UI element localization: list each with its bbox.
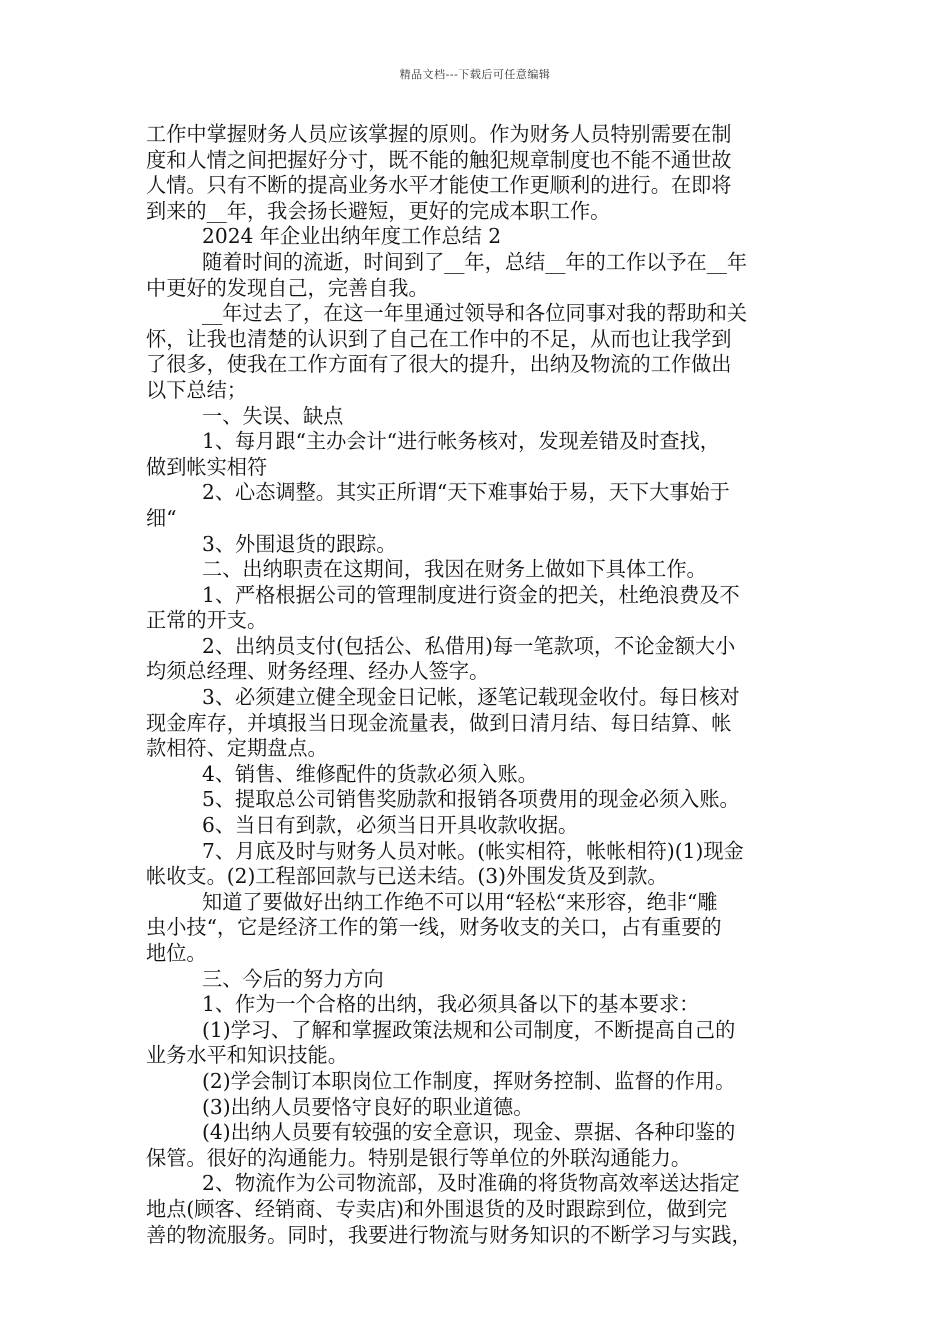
text-line: (4)出纳人员要有较强的安全意识，现金、票据、各种印鉴的 <box>202 1120 736 1145</box>
text-line: 保管。很好的沟通能力。特别是银行等单位的外联沟通能力。 <box>146 1145 692 1170</box>
text-line: 怀，让我也清楚的认识到了自己在工作中的不足，从而也让我学到 <box>146 326 732 351</box>
text-line: 随着时间的流逝，时间到了__年，总结__年的工作以予在__年 <box>202 249 748 274</box>
text-line: 三、今后的努力方向 <box>202 966 384 991</box>
text-line: 度和人情之间把握好分寸，既不能的触犯规章制度也不能不通世故 <box>146 147 732 172</box>
text-line: 做到帐实相符 <box>146 454 268 479</box>
text-line: 二、出纳职责在这期间，我因在财务上做如下具体工作。 <box>202 557 707 582</box>
text-line: 2024 年企业出纳年度工作总结 2 <box>202 224 502 249</box>
text-line: 业务水平和知识技能。 <box>146 1043 348 1068</box>
text-line: 6、当日有到款，必须当日开具收款收据。 <box>202 813 579 838</box>
text-line: 现金库存，并填报当日现金流量表，做到日清月结、每日结算、帐 <box>146 710 732 735</box>
text-line: 1、作为一个合格的出纳，我必须具备以下的基本要求： <box>202 992 700 1017</box>
text-line: 1、严格根据公司的管理制度进行资金的把关，杜绝浪费及不 <box>202 582 740 607</box>
text-line: 帐收支。(2)工程部回款与已送未结。(3)外围发货及到款。 <box>146 864 668 889</box>
text-line: 4、销售、维修配件的货款必须入账。 <box>202 761 538 786</box>
text-line: 以下总结； <box>146 377 247 402</box>
page-header: 精品文档---下载后可任意编辑 <box>399 68 551 81</box>
text-line: 款相符、定期盘点。 <box>146 736 328 761</box>
text-line: __年过去了，在这一年里通过领导和各位同事对我的帮助和关 <box>202 301 748 326</box>
text-line: (3)出纳人员要恪守良好的职业道德。 <box>202 1094 534 1119</box>
text-line: (2)学会制订本职岗位工作制度，挥财务控制、监督的作用。 <box>202 1068 736 1093</box>
text-line: 地位。 <box>146 941 207 965</box>
text-line: 3、必须建立健全现金日记帐，逐笔记载现金收付。每日核对 <box>202 685 740 710</box>
text-line: 7、月底及时与财务人员对帐。(帐实相符，帐帐相符)(1)现金 <box>202 838 744 863</box>
text-line: 3、外围退货的跟踪。 <box>202 531 397 556</box>
text-line: 知道了要做好出纳工作绝不可以用“轻松“来形容，绝非“雕 <box>202 889 718 914</box>
text-line: 人情。只有不断的提高业务水平才能使工作更顺利的进行。在即将 <box>146 173 732 198</box>
text-line: 1、每月跟“主办会计“进行帐务核对，发现差错及时查找， <box>202 429 720 454</box>
text-line: 2、出纳员支付(包括公、私借用)每一笔款项，不论金额大小 <box>202 633 736 658</box>
text-line: 善的物流服务。同时，我要进行物流与财务知识的不断学习与实践， <box>146 1222 752 1247</box>
text-line: 细“ <box>146 505 177 530</box>
text-line: (1)学习、了解和掌握政策法规和公司制度，不断提高自己的 <box>202 1017 736 1042</box>
text-line: 一、失误、缺点 <box>202 403 344 428</box>
text-line: 5、提取总公司销售奖励款和报销各项费用的现金必须入账。 <box>202 787 740 812</box>
text-line: 到来的__年，我会扬长避短，更好的完成本职工作。 <box>146 198 611 223</box>
text-line: 虫小技“，它是经济工作的第一线，财务收支的关口，占有重要的 <box>146 915 722 940</box>
text-line: 均须总经理、财务经理、经办人签字。 <box>146 659 490 684</box>
text-line: 2、物流作为公司物流部，及时准确的将货物高效率送达指定 <box>202 1171 740 1196</box>
document-body <box>146 122 818 1248</box>
text-line: 中更好的发现自己，完善自我。 <box>146 275 429 300</box>
text-line: 了很多，使我在工作方面有了很大的提升，出纳及物流的工作做出 <box>146 352 732 377</box>
text-line: 工作中掌握财务人员应该掌握的原则。作为财务人员特别需要在制 <box>146 122 732 146</box>
text-line: 2、心态调整。其实正所谓“天下难事始于易，天下大事始于 <box>202 480 730 505</box>
text-line: 正常的开支。 <box>146 608 268 633</box>
text-line: 地点(顾客、经销商、专卖店)和外围退货的及时跟踪到位，做到完 <box>146 1196 728 1221</box>
